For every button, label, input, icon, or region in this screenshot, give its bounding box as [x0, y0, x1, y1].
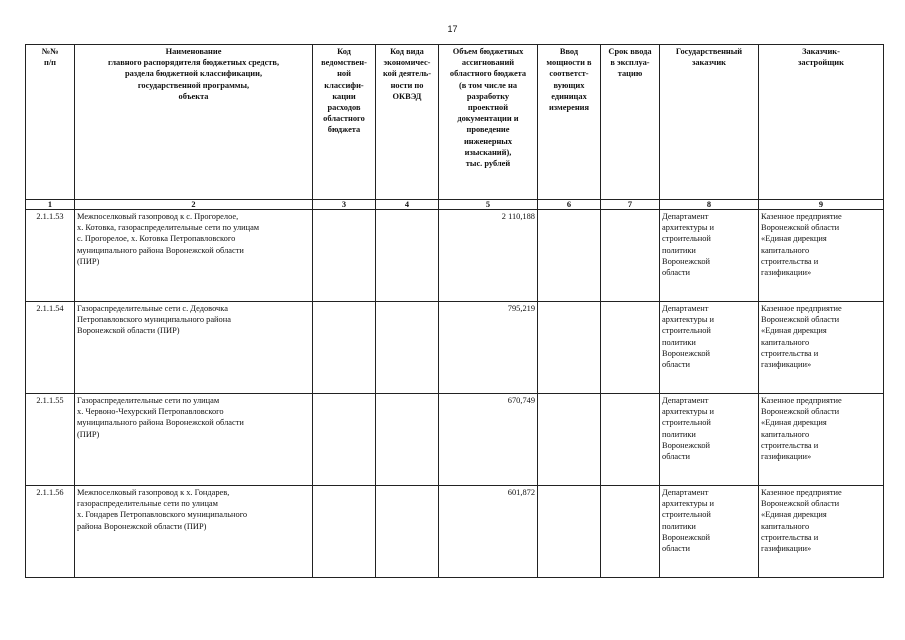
column-number: 6: [538, 200, 601, 210]
column-numbers-row: [26, 200, 884, 210]
developer: Казенное предприятие Воронежской области «Единая дирекция капитального строительства и газификации»: [759, 394, 884, 486]
state-customer: Департамент архитектуры и строительной политики Воронежской области: [660, 486, 759, 578]
page-number: 17: [447, 24, 458, 34]
table-row: [26, 394, 884, 486]
state-customer: Департамент архитектуры и строительной политики Воронежской области: [660, 394, 759, 486]
column-number: 5: [439, 200, 538, 210]
commissioning-date-cell: [601, 210, 660, 302]
commissioning-date-cell: [601, 302, 660, 394]
header-state-customer: Государственный заказчик: [660, 45, 759, 200]
okved-code-cell: [376, 302, 439, 394]
developer: Казенное предприятие Воронежской области «Единая дирекция капитального строительства и газификации»: [759, 302, 884, 394]
table-row: [26, 486, 884, 578]
table-header-row: [26, 45, 884, 200]
column-number: 8: [660, 200, 759, 210]
developer: Казенное предприятие Воронежской области «Единая дирекция капитального строительства и газификации»: [759, 486, 884, 578]
department-code-cell: [313, 302, 376, 394]
object-name: Межпоселковый газопровод к с. Прогорелое, х. Котовка, газораспределительные сети по улицам с. Прогорелое, х. Котовка Петропавловского муниципального района Воронежской области (ПИР): [75, 210, 313, 302]
capacity-cell: [538, 394, 601, 486]
capacity-cell: [538, 486, 601, 578]
column-number: 2: [75, 200, 313, 210]
budget-table: [25, 44, 884, 578]
capacity-cell: [538, 302, 601, 394]
table-row: [26, 210, 884, 302]
column-number: 7: [601, 200, 660, 210]
header-name: Наименование главного распорядителя бюджетных средств, раздела бюджетной классификации, государственной программы, объекта: [75, 45, 313, 200]
state-customer: Департамент архитектуры и строительной политики Воронежской области: [660, 210, 759, 302]
department-code-cell: [313, 486, 376, 578]
department-code-cell: [313, 394, 376, 486]
okved-code-cell: [376, 486, 439, 578]
capacity-cell: [538, 210, 601, 302]
table-row: [26, 302, 884, 394]
header-department-code: Код ведомствен- ной классифи- кации расходов областного бюджета: [313, 45, 376, 200]
developer: Казенное предприятие Воронежской области «Единая дирекция капитального строительства и газификации»: [759, 210, 884, 302]
commissioning-date-cell: [601, 394, 660, 486]
row-number: 2.1.1.53: [26, 210, 75, 302]
object-name: Газораспределительные сети по улицам х. Червоно-Чехурский Петропавловского муниципального района Воронежской области (ПИР): [75, 394, 313, 486]
commissioning-date-cell: [601, 486, 660, 578]
object-name: Газораспределительные сети с. Дедовочка Петропавловского муниципального района Воронежской области (ПИР): [75, 302, 313, 394]
budget-value: 601,872: [439, 486, 538, 578]
column-number: 3: [313, 200, 376, 210]
column-number: 4: [376, 200, 439, 210]
state-customer: Департамент архитектуры и строительной политики Воронежской области: [660, 302, 759, 394]
header-okved-code: Код вида экономичес- кой деятель- ности по ОКВЭД: [376, 45, 439, 200]
budget-value: 670,749: [439, 394, 538, 486]
header-number: №№ п/п: [26, 45, 75, 200]
department-code-cell: [313, 210, 376, 302]
budget-value: 795,219: [439, 302, 538, 394]
header-capacity: Ввод мощности в соответст- вующих единицах измерения: [538, 45, 601, 200]
column-number: 1: [26, 200, 75, 210]
row-number: 2.1.1.55: [26, 394, 75, 486]
header-commissioning-date: Срок ввода в эксплуа- тацию: [601, 45, 660, 200]
okved-code-cell: [376, 210, 439, 302]
row-number: 2.1.1.56: [26, 486, 75, 578]
okved-code-cell: [376, 394, 439, 486]
row-number: 2.1.1.54: [26, 302, 75, 394]
header-budget-volume: Объем бюджетных ассигнований областного бюджета (в том числе на разработку проектной документации и проведение инженерных изысканий), тыс. рублей: [439, 45, 538, 200]
column-number: 9: [759, 200, 884, 210]
budget-value: 2 110,188: [439, 210, 538, 302]
header-developer: Заказчик- застройщик: [759, 45, 884, 200]
object-name: Межпоселковый газопровод к х. Гондарев, газораспределительные сети по улицам х. Гондарев Петропавловского муниципального района Воронежской области (ПИР): [75, 486, 313, 578]
